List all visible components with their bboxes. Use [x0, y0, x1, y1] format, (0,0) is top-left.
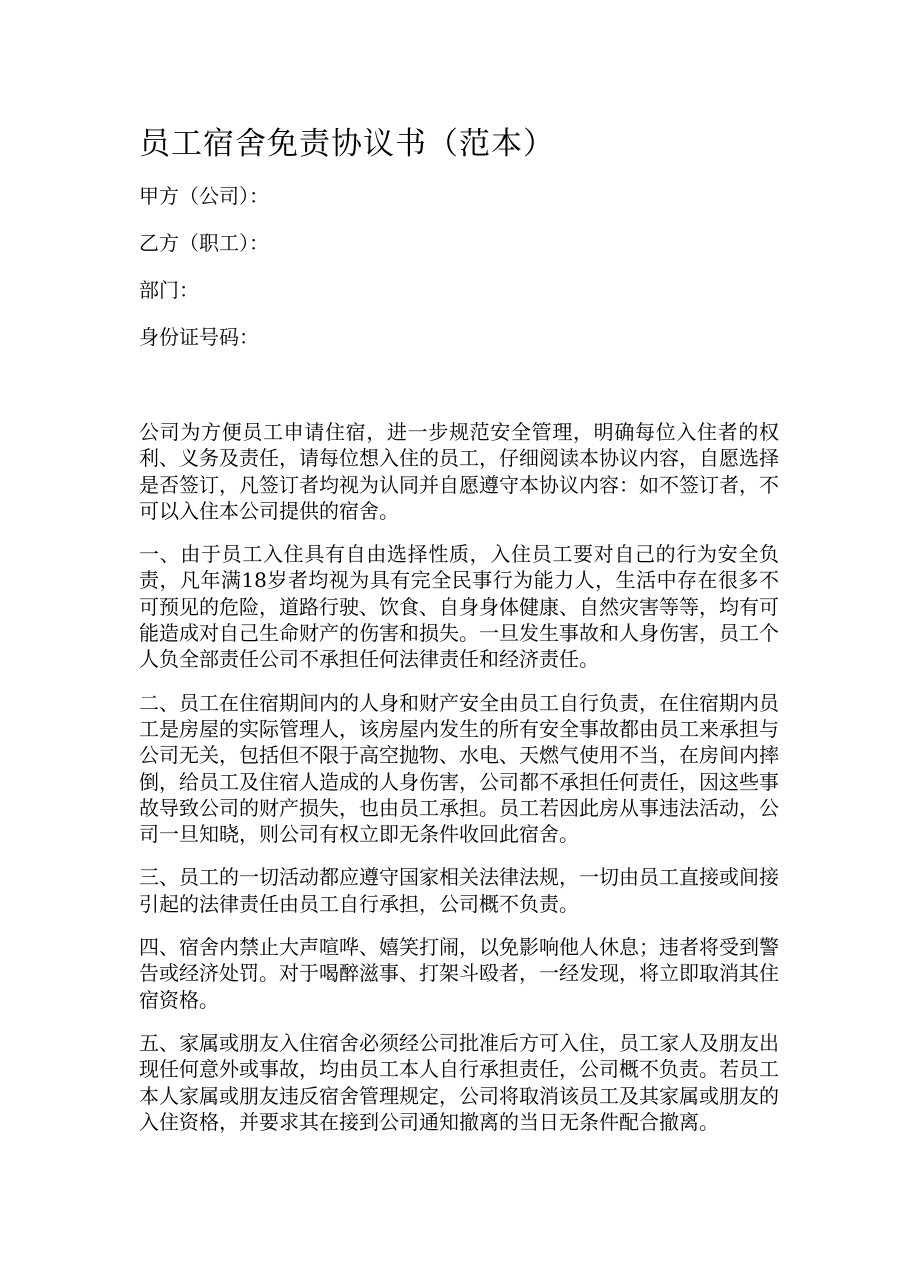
- department-field: 部门：: [139, 278, 199, 302]
- clause-3-paragraph: 三、员工的一切活动都应遵守国家相关法律法规，一切由员工直接或间接引起的法律责任由员工自行承担，公司概不负责。: [139, 865, 779, 916]
- clause-5-paragraph: 五、家属或朋友入住宿舍必须经公司批准后方可入住，员工家人及朋友出现任何意外或事故，均由员工本人自行承担责任，公司概不负责。若员工本人家属或朋友违反宿舍管理规定，公司将取消该员工及其家属或朋友的入住资格，并要求其在接到公司通知撤离的当日无条件配合撤离。: [139, 1030, 779, 1134]
- clause-1-paragraph: 一、由于员工入住具有自由选择性质，入住员工要对自己的行为安全负责，凡年满18岁者均视为具有完全民事行为能力人，生活中存在很多不可预见的危险，道路行驶、饮食、自身身体健康、自然灾害等等，均有可能造成对自己生命财产的伤害和损失。一旦发生事故和人身伤害，员工个人负全部责任公司不承担任何法律责任和经济责任。: [139, 542, 779, 672]
- party-a-field: 甲方（公司）：: [139, 184, 269, 208]
- intro-paragraph: 公司为方便员工申请住宿，进一步规范安全管理，明确每位入住者的权利、义务及责任，请每位想入住的员工，仔细阅读本协议内容，自愿选择是否签订，凡签订者均视为认同并自愿遵守本协议内容：如不签订者，不可以入住本公司提供的宿舍。: [139, 420, 779, 523]
- party-b-field: 乙方（职工）：: [139, 231, 269, 255]
- document-page: [139, 122, 779, 1152]
- id-number-field: 身份证号码：: [139, 325, 259, 349]
- clause-2-paragraph: 二、员工在住宿期间内的人身和财产安全由员工自行负责，在住宿期内员工是房屋的实际管理人，该房屋内发生的所有安全事故都由员工来承担与公司无关，包括但不限于高空抛物、水电、天燃气使用不当，在房间内摔倒，给员工及住宿人造成的人身伤害，公司都不承担任何责任，因这些事故导致公司的财产损失，也由员工承担。员工若因此房从事违法活动，公司一旦知晓，则公司有权立即无条件收回此宿舍。: [139, 690, 779, 847]
- clause-4-paragraph: 四、宿舍内禁止大声喧哗、嬉笑打闹，以免影响他人休息；违者将受到警告或经济处罚。对于喝醉滋事、打架斗殴者，一经发现，将立即取消其住宿资格。: [139, 935, 779, 1012]
- document-title: 员工宿舍免责协议书（范本）: [139, 126, 555, 162]
